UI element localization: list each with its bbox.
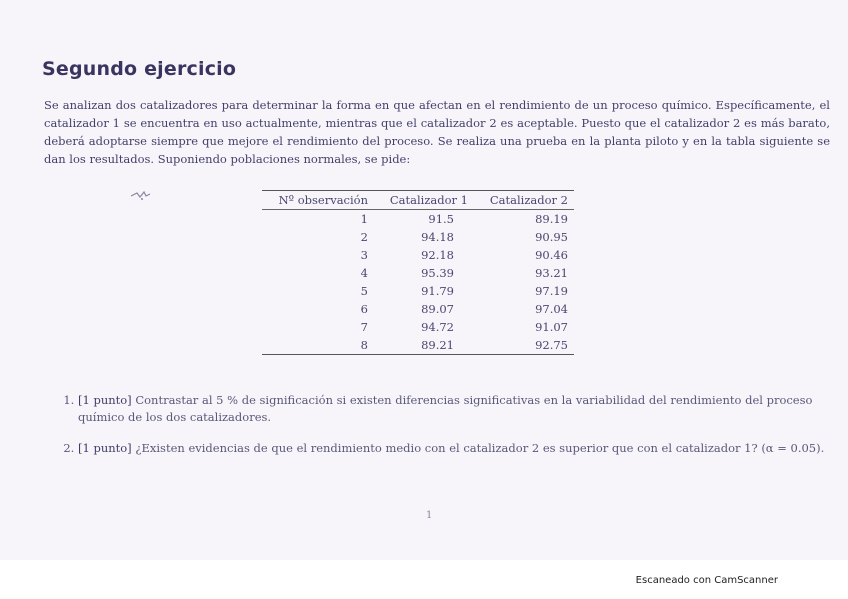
questions-list <box>58 392 842 471</box>
catalyst-1-cell: 94.18 <box>421 230 454 244</box>
observation-cell: 5 <box>360 284 368 298</box>
table-row <box>262 282 574 300</box>
observation-cell: 7 <box>360 320 368 334</box>
scanner-watermark: Escaneado con CamScanner <box>635 575 778 586</box>
catalyst-2-cell: 93.21 <box>535 266 568 280</box>
catalyst-2-cell: 92.75 <box>474 336 574 355</box>
catalyst-2-cell: 97.19 <box>535 284 568 298</box>
catalyst-1-cell: 94.72 <box>421 320 454 334</box>
observation-cell: 2 <box>360 230 368 244</box>
observation-cell: 3 <box>360 248 368 262</box>
question-text: ¿Existen evidencias de que el rendimiento medio con el catalizador 2 es superior que con el catalizador 1? (α = 0.05). <box>135 441 825 455</box>
table-row <box>262 246 574 264</box>
column-header-catalyst-2: Catalizador 2 <box>474 191 574 210</box>
catalyst-1-cell: 89.21 <box>374 336 474 355</box>
catalyst-1-cell: 91.79 <box>421 284 454 298</box>
observation-cell: 8 <box>262 336 374 355</box>
catalyst-1-cell: 95.39 <box>421 266 454 280</box>
column-header-observation: Nº observación <box>262 191 374 210</box>
table-row <box>262 318 574 336</box>
catalyst-2-cell: 90.46 <box>535 248 568 262</box>
table-header-row <box>262 191 574 210</box>
table-row <box>262 228 574 246</box>
table-row <box>262 336 574 355</box>
column-header-catalyst-1: Catalizador 1 <box>374 191 474 210</box>
observation-cell: 6 <box>360 302 368 316</box>
intro-paragraph: Se analizan dos catalizadores para determinar la forma en que afectan en el rendimiento de un proceso químico. Específicamente, el catalizador 1 se encuentra en uso actualmente, mientras que el catalizador 2 es aceptable. Puesto que el catalizador 2 es más barato, deberá adoptarse siempre que mejore el rendimiento del proceso. Se realiza una prueba en la planta piloto y en la tabla siguiente se dan los resultados. Suponiendo poblaciones normales, se pide: <box>44 98 830 166</box>
question-points: [1 punto] <box>78 393 132 407</box>
catalyst-2-cell: 90.95 <box>535 230 568 244</box>
table-row <box>262 300 574 318</box>
page-number: 1 <box>426 510 433 521</box>
results-table <box>262 190 574 355</box>
question-text: Contrastar al 5 % de significación si existen diferencias significativas en la variabilidad del rendimiento del proceso químico de los dos catalizadores. <box>78 393 813 424</box>
observation-cell: 4 <box>360 266 368 280</box>
catalyst-2-cell: 91.07 <box>535 320 568 334</box>
observation-cell: 1 <box>360 212 368 226</box>
catalyst-2-cell: 97.04 <box>535 302 568 316</box>
catalyst-2-cell: 89.19 <box>535 212 568 226</box>
table-row <box>262 210 574 229</box>
catalyst-1-cell: 91.5 <box>428 212 454 226</box>
catalyst-1-cell: 89.07 <box>421 302 454 316</box>
question-item <box>78 440 842 457</box>
ink-speck-icon <box>128 188 154 204</box>
table-row <box>262 264 574 282</box>
question-item <box>78 392 842 426</box>
catalyst-1-cell: 92.18 <box>421 248 454 262</box>
question-points: [1 punto] <box>78 441 132 455</box>
page-title: Segundo ejercicio <box>42 58 237 80</box>
